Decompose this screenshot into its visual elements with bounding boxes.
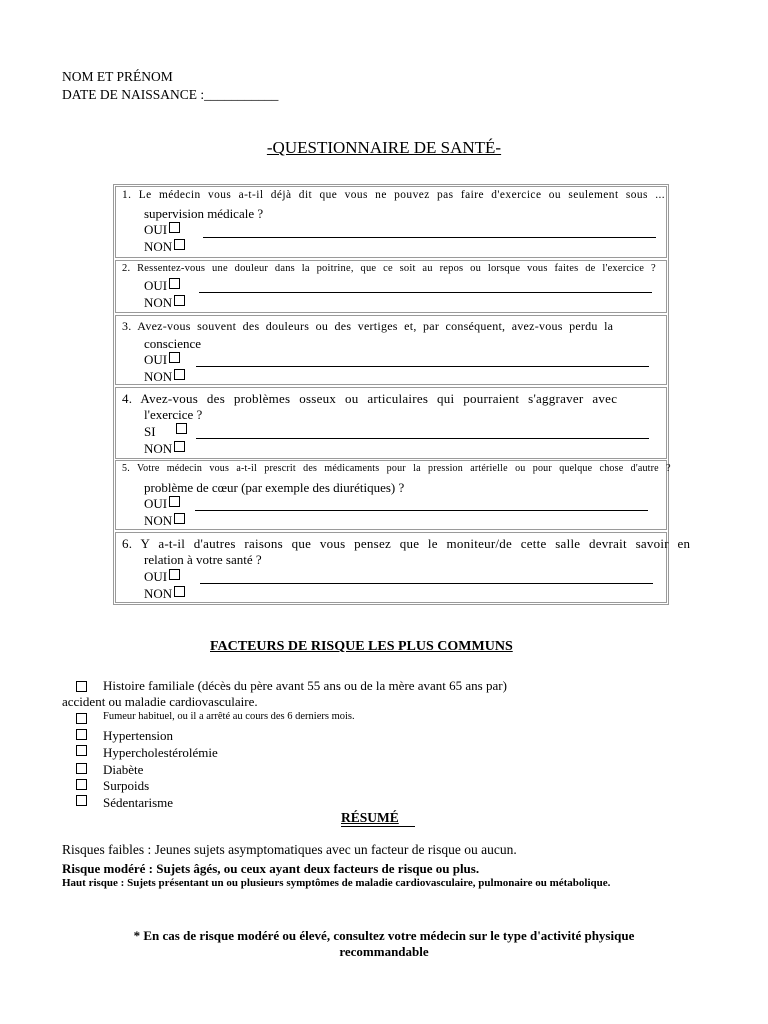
high-risk-text: Haut risque : Sujets présentant un ou plusieurs symptômes de maladie cardiovasculaire, pulmonaire ou métabolique. [62, 877, 611, 889]
question-6-answer-line[interactable] [200, 583, 653, 584]
question-4-no[interactable] [144, 441, 185, 457]
hypercholesterolemia-checkbox[interactable] [76, 745, 87, 756]
question-4-text-cont: l'exercice ? [144, 407, 203, 422]
summary-heading-underline [341, 826, 415, 827]
hypertension-text: Hypertension [103, 728, 174, 743]
question-1-text: 1. Le médecin vous a-t-il déjà dit que vous ne pouvez pas faire d'exercice ou seulement sous ... [122, 189, 666, 201]
question-2-no-checkbox[interactable] [174, 295, 185, 306]
question-3-text-cont: conscience [144, 336, 202, 351]
hypertension-checkbox[interactable] [76, 729, 87, 740]
question-4-yes[interactable] [144, 424, 156, 440]
question-2-no[interactable] [144, 295, 185, 311]
question-3-no[interactable] [144, 369, 185, 385]
question-3-yes-label: OUI [144, 352, 168, 367]
question-4-yes-label: SI [144, 424, 156, 439]
question-1-text-cont: supervision médicale ? [144, 206, 264, 221]
question-3-no-checkbox[interactable] [174, 369, 185, 380]
overweight-text: Surpoids [103, 778, 150, 793]
question-2-yes[interactable] [144, 278, 180, 294]
footer-note-line1: * En cas de risque modéré ou élevé, consultez votre médecin sur le type d'activité physique [133, 928, 635, 943]
question-5-text-cont: problème de cœur (par exemple des diurétiques) ? [144, 480, 405, 495]
question-5-no[interactable] [144, 513, 185, 529]
sedentary-checkbox[interactable] [76, 795, 87, 806]
question-6-no-label: NON [144, 586, 173, 601]
sedentary-text: Sédentarisme [103, 795, 174, 810]
question-3-yes[interactable] [144, 352, 180, 368]
family-history-text-cont: accident ou maladie cardiovasculaire. [62, 694, 258, 709]
question-6-no-checkbox[interactable] [174, 586, 185, 597]
overweight-checkbox[interactable] [76, 779, 87, 790]
question-5-answer-line[interactable] [195, 510, 648, 511]
question-4-text: 4. Avez-vous des problèmes osseux ou articulaires qui pourraient s'aggraver avec [122, 391, 618, 406]
question-3-no-label: NON [144, 369, 173, 384]
question-6-text: 6. Y a-t-il d'autres raisons que vous pensez que le moniteur/de cette salle devrait savoir en [122, 536, 691, 551]
smoker-text: Fumeur habituel, ou il a arrêté au cours des 6 derniers mois. [103, 711, 355, 722]
question-5-no-checkbox[interactable] [174, 513, 185, 524]
question-1-no[interactable] [144, 239, 185, 255]
family-history-text: Histoire familiale (décès du père avant 55 ans ou de la mère avant 65 ans par) [103, 678, 507, 693]
page-title: -QUESTIONNAIRE DE SANTÉ- [266, 138, 502, 157]
smoker-checkbox[interactable] [76, 713, 87, 724]
question-2-text: 2. Ressentez-vous une douleur dans la poitrine, que ce soit au repos ou lorsque vous faites de l'exercice ? [122, 263, 656, 274]
low-risk-text: Risques faibles : Jeunes sujets asymptomatiques avec un facteur de risque ou aucun. [62, 842, 517, 857]
question-1-yes-checkbox[interactable] [169, 222, 180, 233]
question-1-no-checkbox[interactable] [174, 239, 185, 250]
question-4-no-label: NON [144, 441, 173, 456]
question-1-yes[interactable] [144, 222, 180, 238]
question-2-yes-label: OUI [144, 278, 168, 293]
question-5-text: 5. Votre médecin vous a-t-il prescrit des médicaments pour la pression artérielle ou pour quelque chose d'autre ? [122, 463, 671, 474]
question-6-text-cont: relation à votre santé ? [144, 552, 262, 567]
diabetes-checkbox[interactable] [76, 763, 87, 774]
question-3-answer-line[interactable] [196, 366, 649, 367]
question-5-yes[interactable] [144, 496, 180, 512]
question-6-yes-checkbox[interactable] [169, 569, 180, 580]
hypercholesterolemia-text: Hypercholestérolémie [103, 745, 218, 760]
question-4-yes-checkbox[interactable] [176, 423, 187, 434]
question-3-text: 3. Avez-vous souvent des douleurs ou des vertiges et, par conséquent, avez-vous perdu la [122, 319, 614, 333]
diabetes-text: Diabète [103, 762, 144, 777]
question-5-yes-checkbox[interactable] [169, 496, 180, 507]
question-5-no-label: NON [144, 513, 173, 528]
question-3-yes-checkbox[interactable] [169, 352, 180, 363]
footer-note-line2: recommandable [339, 944, 429, 959]
question-5-yes-label: OUI [144, 496, 168, 511]
name-label: NOM ET PRÉNOM [62, 69, 173, 84]
question-1-no-label: NON [144, 239, 173, 254]
question-1-answer-line[interactable] [203, 237, 656, 238]
birth-date-label: DATE DE NAISSANCE :___________ [62, 87, 279, 102]
risk-factors-heading: FACTEURS DE RISQUE LES PLUS COMMUNS [210, 639, 513, 654]
summary-heading: RÉSUMÉ [341, 810, 399, 825]
family-history-checkbox[interactable] [76, 681, 87, 692]
question-6-yes[interactable] [144, 569, 180, 585]
question-2-yes-checkbox[interactable] [169, 278, 180, 289]
question-4-answer-line[interactable] [196, 438, 649, 439]
question-2-answer-line[interactable] [199, 292, 652, 293]
question-2-no-label: NON [144, 295, 173, 310]
question-1-yes-label: OUI [144, 222, 168, 237]
question-4-no-checkbox[interactable] [174, 441, 185, 452]
question-6-yes-label: OUI [144, 569, 168, 584]
question-6-no[interactable] [144, 586, 185, 602]
moderate-risk-text: Risque modéré : Sujets âgés, ou ceux ayant deux facteurs de risque ou plus. [62, 861, 480, 876]
